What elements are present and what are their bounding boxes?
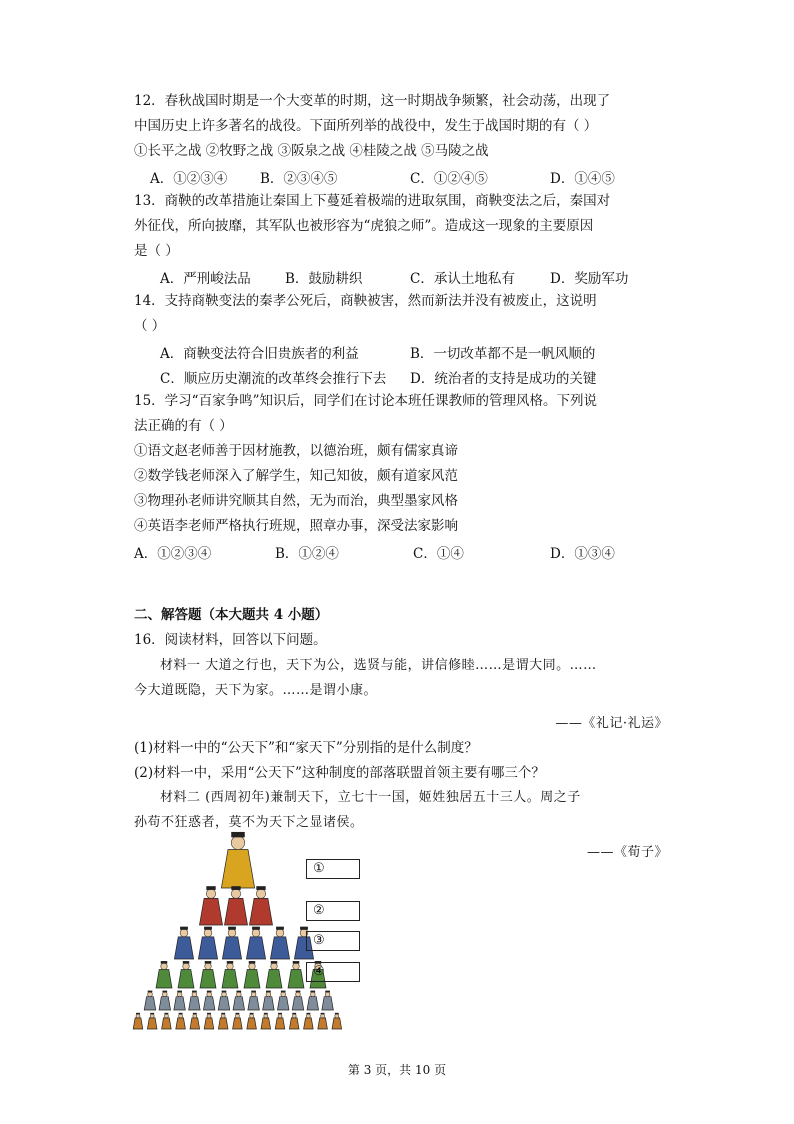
q12-line3: ①长平之战 ②牧野之战 ③阪泉之战 ④桂陵之战 ⑤马陵之战 (134, 143, 489, 159)
official-figure (222, 927, 241, 959)
noble-figure (199, 886, 222, 925)
q15-option-b[interactable]: B．①②④ (275, 546, 339, 562)
q15-item-3: ③物理孙老师讲究顺其自然，无为而治，典型墨家风格 (134, 493, 458, 509)
soldier-figure (189, 991, 201, 1010)
q13-option-a[interactable]: A．严刑峻法品 (160, 271, 251, 287)
q12-line1: 12．春秋战国时期是一个大变革的时期，这一时期战争频繁，社会动荡，出现了 (134, 93, 611, 109)
q12-option-c[interactable]: C．①②④⑤ (410, 171, 488, 187)
q15-line2: 法正确的有（ ） (134, 418, 233, 434)
laborer-figure (261, 1013, 271, 1029)
soldier-figure (322, 991, 334, 1010)
q13-line3: 是（ ） (134, 243, 179, 259)
scholar-figure (222, 961, 238, 988)
laborer-figure (204, 1013, 214, 1029)
laborer-figure (247, 1013, 257, 1029)
q15-option-d[interactable]: D．①③④ (550, 546, 615, 562)
scholar-figure (178, 961, 194, 988)
q16-sub1: (1)材料一中的“公天下”和“家天下”分别指的是什么制度？ (134, 740, 478, 756)
soldier-figure (159, 991, 171, 1010)
q13-option-d[interactable]: D．奖励军功 (550, 271, 629, 287)
q13-line1: 13．商鞅的改革措施让秦国上下蔓延着极端的进取氛围，商鞅变法之后，秦国对 (134, 193, 611, 209)
q16-material2-line2: 孙苟不狂惑者，莫不为天下之显诸侯。 (134, 815, 364, 830)
q12-option-a[interactable]: A．①②③④ (150, 171, 228, 187)
scholar-figure (156, 961, 172, 988)
q12-line2: 中国历史上许多著名的战役。下面所列举的战役中，发生于战国时期的有（ ） (134, 118, 598, 134)
official-figure (174, 927, 193, 959)
laborer-figure (190, 1013, 200, 1029)
q15-option-c[interactable]: C．①④ (413, 546, 464, 562)
box-label-4: ④ (313, 964, 325, 979)
q13-line2: 外征伐，所向披靡，其军队也被形容为“虎狼之师”。造成这一现象的主要原因 (134, 218, 594, 234)
noble-figure (224, 886, 247, 925)
q16-material2-line1: 材料二 (西周初年)兼制天下，立七十一国，姬姓独居五十三人。周之子 (160, 790, 581, 805)
q15-line1: 15．学习“百家争鸣”知识后，同学们在讨论本班任课教师的管理风格。下列说 (134, 393, 597, 409)
q13-option-c[interactable]: C．承认土地私有 (410, 271, 515, 287)
soldier-figure (248, 991, 260, 1010)
soldier-figure (277, 991, 289, 1010)
q13-option-b[interactable]: B．鼓励耕织 (285, 271, 363, 287)
soldier-figure (307, 991, 319, 1010)
q14-option-b[interactable]: B．一切改革都不是一帆风顺的 (410, 346, 596, 362)
soldier-figure (263, 991, 275, 1010)
laborer-figure (147, 1013, 157, 1029)
box-label-1: ① (313, 861, 325, 876)
scholar-figure (288, 961, 304, 988)
q14-line2: （ ） (134, 318, 166, 334)
soldier-figure (233, 991, 245, 1010)
answer-box-3[interactable] (306, 931, 360, 951)
q16-sub2: (2)材料一中，采用“公天下”这种制度的部落联盟首领主要有哪三个？ (134, 765, 545, 781)
scholar-figure (244, 961, 260, 988)
laborer-figure (218, 1013, 228, 1029)
q16-material1-line2: 今大道既隐，天下为家。……是谓小康。 (134, 683, 378, 698)
official-figure (246, 927, 265, 959)
q15-option-a[interactable]: A．①②③④ (134, 546, 212, 562)
answer-box-4[interactable] (306, 962, 360, 982)
official-figure (198, 927, 217, 959)
laborer-figure (233, 1013, 243, 1029)
q15-item-1: ①语文赵老师善于因材施教，以德治班，颇有儒家真谛 (134, 443, 458, 459)
laborer-figure (289, 1013, 299, 1029)
q16-material1-line1: 材料一 大道之行也，天下为公，选贤与能，讲信修睦……是谓大同。…… (160, 658, 597, 673)
king-figure (221, 832, 254, 888)
q14-option-d[interactable]: D．统治者的支持是成功的关键 (410, 371, 597, 387)
soldier-figure (218, 991, 230, 1010)
scholar-figure (266, 961, 282, 988)
scholar-figure (200, 961, 216, 988)
laborer-figure (332, 1013, 342, 1029)
page-footer: 第 3 页，共 10 页 (347, 1063, 447, 1077)
official-figure (270, 927, 289, 959)
q16-material1-source: ——《礼记·礼运》 (555, 716, 668, 731)
q15-item-4: ④英语李老师严格执行班规，照章办事，深受法家影响 (134, 518, 458, 534)
laborer-figure (304, 1013, 314, 1029)
q12-option-b[interactable]: B．②③④⑤ (260, 171, 338, 187)
q16-material2-source: ——《荀子》 (586, 845, 668, 860)
answer-box-2[interactable] (306, 901, 360, 921)
noble-figure (249, 886, 272, 925)
laborer-figure (318, 1013, 328, 1029)
q14-option-c[interactable]: C．顺应历史潮流的改革终会推行下去 (160, 371, 387, 387)
soldier-figure (144, 991, 156, 1010)
answer-box-1[interactable] (306, 859, 360, 879)
laborer-figure (162, 1013, 172, 1029)
q12-option-d[interactable]: D．①④⑤ (550, 171, 615, 187)
box-label-3: ③ (313, 933, 325, 948)
q14-option-a[interactable]: A．商鞅变法符合旧贵族者的利益 (160, 346, 359, 362)
laborer-figure (133, 1013, 143, 1029)
soldier-figure (292, 991, 304, 1010)
laborer-figure (275, 1013, 285, 1029)
laborer-figure (176, 1013, 186, 1029)
box-label-2: ② (313, 903, 325, 918)
q14-line1: 14．支持商鞅变法的秦孝公死后，商鞅被害，然而新法并没有被废止，这说明 (134, 293, 597, 309)
soldier-figure (203, 991, 215, 1010)
q15-item-2: ②数学钱老师深入了解学生，知己知彼，颇有道家风范 (134, 468, 458, 484)
soldier-figure (174, 991, 186, 1010)
q16-intro: 16．阅读材料，回答以下问题。 (134, 632, 327, 648)
section-title: 二、解答题（本大题共 4 小题） (134, 607, 329, 623)
